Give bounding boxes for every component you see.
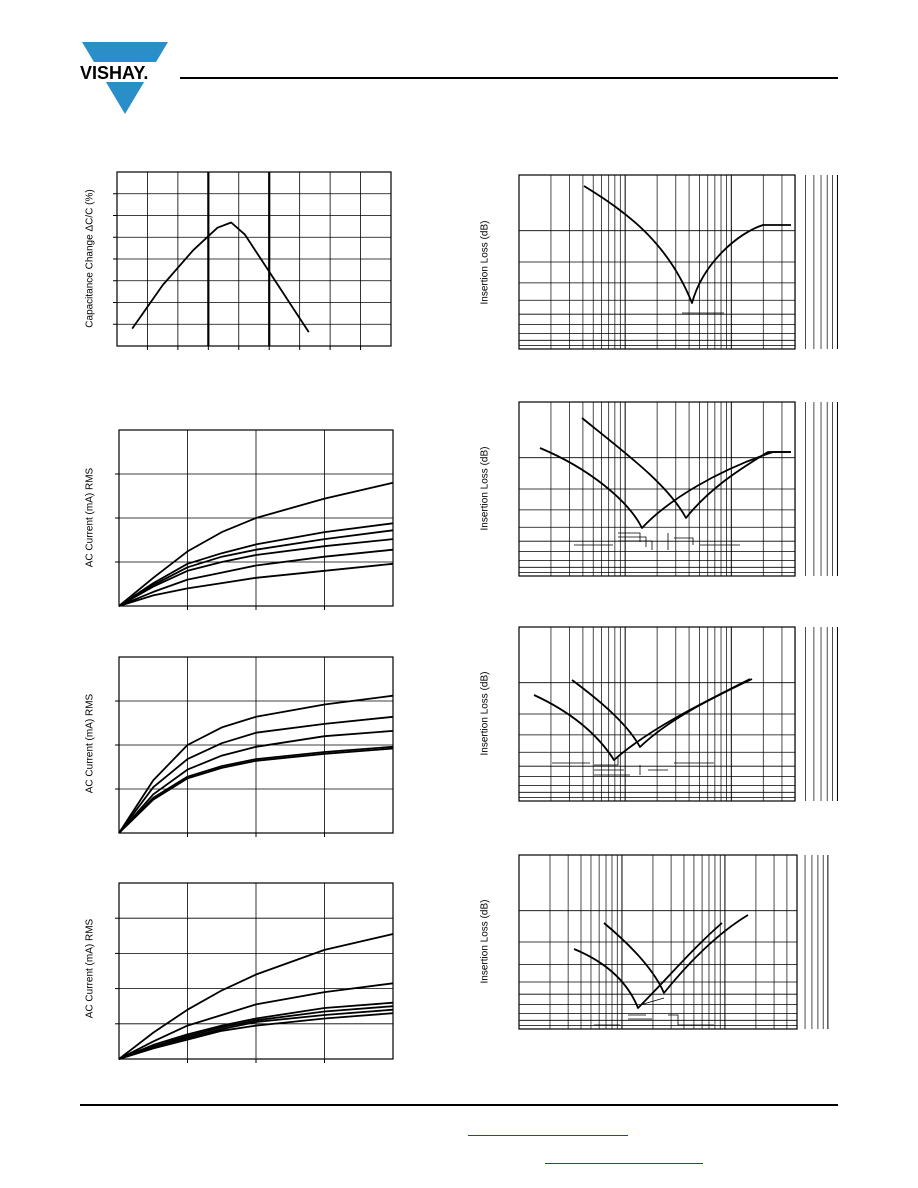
ac-current-chart-1-ylabel: AC Current (mA) RMS: [84, 467, 96, 568]
ac-current-chart-3: [117, 881, 395, 1063]
insertion-loss-chart-2: [518, 400, 798, 580]
capacitance-chart-ylabel: Capacitance Change ΔC/C (%): [84, 189, 96, 328]
insertion-loss-chart-1: [518, 173, 798, 353]
footer-rule: [80, 1104, 838, 1106]
ac-current-chart-3-ylabel: AC Current (mA) RMS: [84, 918, 96, 1019]
header-rule: [180, 77, 838, 79]
insertion-loss-chart-1-ylabel: Insertion Loss (dB): [479, 220, 491, 305]
insertion-loss-chart-3-ylabel: Insertion Loss (dB): [479, 671, 491, 756]
ac-current-chart-2-ylabel: AC Current (mA) RMS: [84, 693, 96, 794]
insertion-loss-chart-4-ylabel: Insertion Loss (dB): [479, 899, 491, 984]
leader-line: [640, 763, 714, 775]
series-line-2: [572, 679, 752, 747]
logo-text: VISHAY.: [80, 63, 149, 83]
series-line-2: [604, 915, 748, 993]
ac-current-chart-2: [117, 655, 395, 837]
series-line-1: [574, 923, 722, 1008]
capacitance-change-chart: [115, 170, 395, 350]
footer-link-1[interactable]: [468, 1135, 628, 1136]
series-line-2: [582, 418, 791, 518]
vishay-logo: [78, 40, 178, 116]
insertion-loss-chart-4: [518, 853, 800, 1033]
footer-link-2[interactable]: [545, 1163, 703, 1164]
series-line-1: [534, 679, 750, 760]
insertion-loss-chart-3: [518, 625, 798, 805]
insertion-loss-chart-2-ylabel: Insertion Loss (dB): [479, 446, 491, 531]
series-line-1: [132, 223, 309, 333]
ac-current-chart-1: [117, 428, 395, 610]
